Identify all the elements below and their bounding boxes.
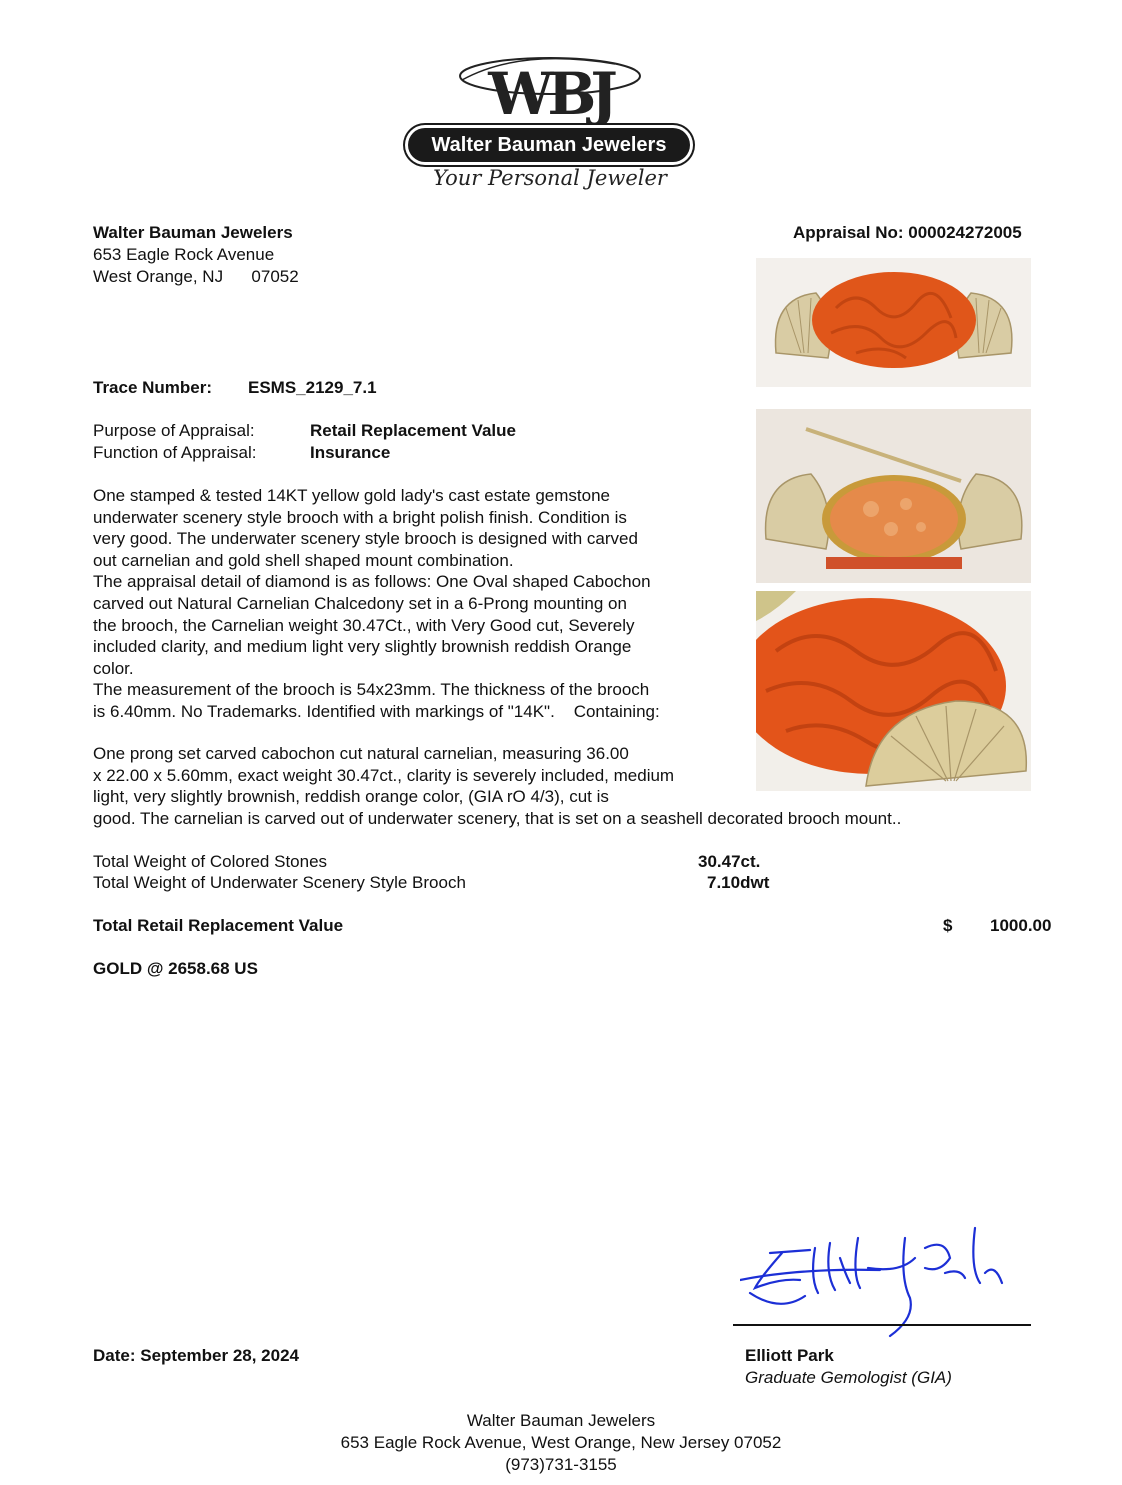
footer-phone: (973)731-3155 xyxy=(505,1455,617,1474)
description-line: included clarity, and medium light very slightly brownish reddish Orange xyxy=(93,637,632,657)
appraisal-number-label: Appraisal No: xyxy=(793,223,904,242)
appraisal-date: Date: September 28, 2024 xyxy=(93,1346,299,1365)
stone-description-line: light, very slightly brownish, reddish orange color, (GIA rO 4/3), cut is xyxy=(93,787,609,807)
function-value: Insurance xyxy=(310,443,391,462)
footer-address: 653 Eagle Rock Avenue, West Orange, New Jersey 07052 xyxy=(340,1433,782,1452)
signature-icon xyxy=(740,1218,1020,1338)
trace-number-value: ESMS_2129_7.1 xyxy=(248,378,377,397)
brooch-photo-front xyxy=(756,258,1031,387)
gold-price: GOLD @ 2658.68 US xyxy=(93,959,258,978)
description-line: carved out Natural Carnelian Chalcedony set in a 6-Prong mounting on xyxy=(93,593,627,613)
function-label: Function of Appraisal: xyxy=(93,443,257,462)
weight-brooch-label: Total Weight of Underwater Scenery Style Brooch xyxy=(93,873,466,892)
purpose-label: Purpose of Appraisal: xyxy=(93,421,255,440)
trace-number-label: Trace Number: xyxy=(93,378,213,397)
appraisal-number xyxy=(793,222,1022,244)
description-line: The measurement of the brooch is 54x23mm. The thickness of the brooch xyxy=(93,680,650,700)
appraisal-number-value: 000024272005 xyxy=(908,223,1022,242)
footer-company: Walter Bauman Jewelers xyxy=(466,1411,656,1430)
description-line: out carnelian and gold shell shaped mount combination. xyxy=(93,550,514,570)
stone-description-line: One prong set carved cabochon cut natural carnelian, measuring 36.00 xyxy=(93,744,629,763)
total-amount: 1000.00 xyxy=(990,916,1052,935)
weight-brooch-value: 7.10dwt xyxy=(707,873,770,892)
appraiser-title: Graduate Gemologist (GIA) xyxy=(745,1368,952,1387)
weight-colored-stones-label: Total Weight of Colored Stones xyxy=(93,852,328,871)
description-line: color. xyxy=(93,658,134,678)
brooch-photo-back xyxy=(756,409,1031,583)
description-line: underwater scenery style brooch with a bright polish finish. Condition is xyxy=(93,507,627,527)
item-description xyxy=(93,485,660,723)
logo-banner: Walter Bauman Jewelers xyxy=(408,128,690,162)
wbj-monogram-icon xyxy=(400,50,700,130)
logo-tagline: Your Personal Jeweler xyxy=(433,166,667,190)
company-address-line1: 653 Eagle Rock Avenue xyxy=(93,245,275,264)
description-line: One stamped & tested 14KT yellow gold lady's cast estate gemstone xyxy=(93,486,610,505)
stone-description xyxy=(93,743,901,829)
company-address-line2: West Orange, NJ 07052 xyxy=(93,267,299,286)
company-logo xyxy=(400,50,700,200)
appraiser-signature xyxy=(740,1218,1020,1338)
company-name: Walter Bauman Jewelers xyxy=(93,223,293,242)
description-line: The appraisal detail of diamond is as follows: One Oval shaped Cabochon xyxy=(93,572,651,592)
weight-colored-stones-value: 30.47ct. xyxy=(698,852,761,871)
stone-description-line: x 22.00 x 5.60mm, exact weight 30.47ct., clarity is severely included, medium xyxy=(93,765,675,785)
purpose-value: Retail Replacement Value xyxy=(310,421,516,440)
signature-line xyxy=(733,1324,1031,1326)
description-line: is 6.40mm. No Trademarks. Identified with markings of "14K". Containing: xyxy=(93,701,660,721)
description-line: the brooch, the Carnelian weight 30.47Ct., with Very Good cut, Severely xyxy=(93,615,635,635)
svg-text:WBJ: WBJ xyxy=(488,60,612,128)
appraiser-name: Elliott Park xyxy=(745,1346,834,1365)
total-currency: $ xyxy=(943,916,953,935)
stone-description-line: good. The carnelian is carved out of underwater scenery, that is set on a seashell decorated brooch mount.. xyxy=(93,808,902,828)
description-line: very good. The underwater scenery style brooch is designed with carved xyxy=(93,529,638,549)
total-value-label: Total Retail Replacement Value xyxy=(93,916,344,935)
